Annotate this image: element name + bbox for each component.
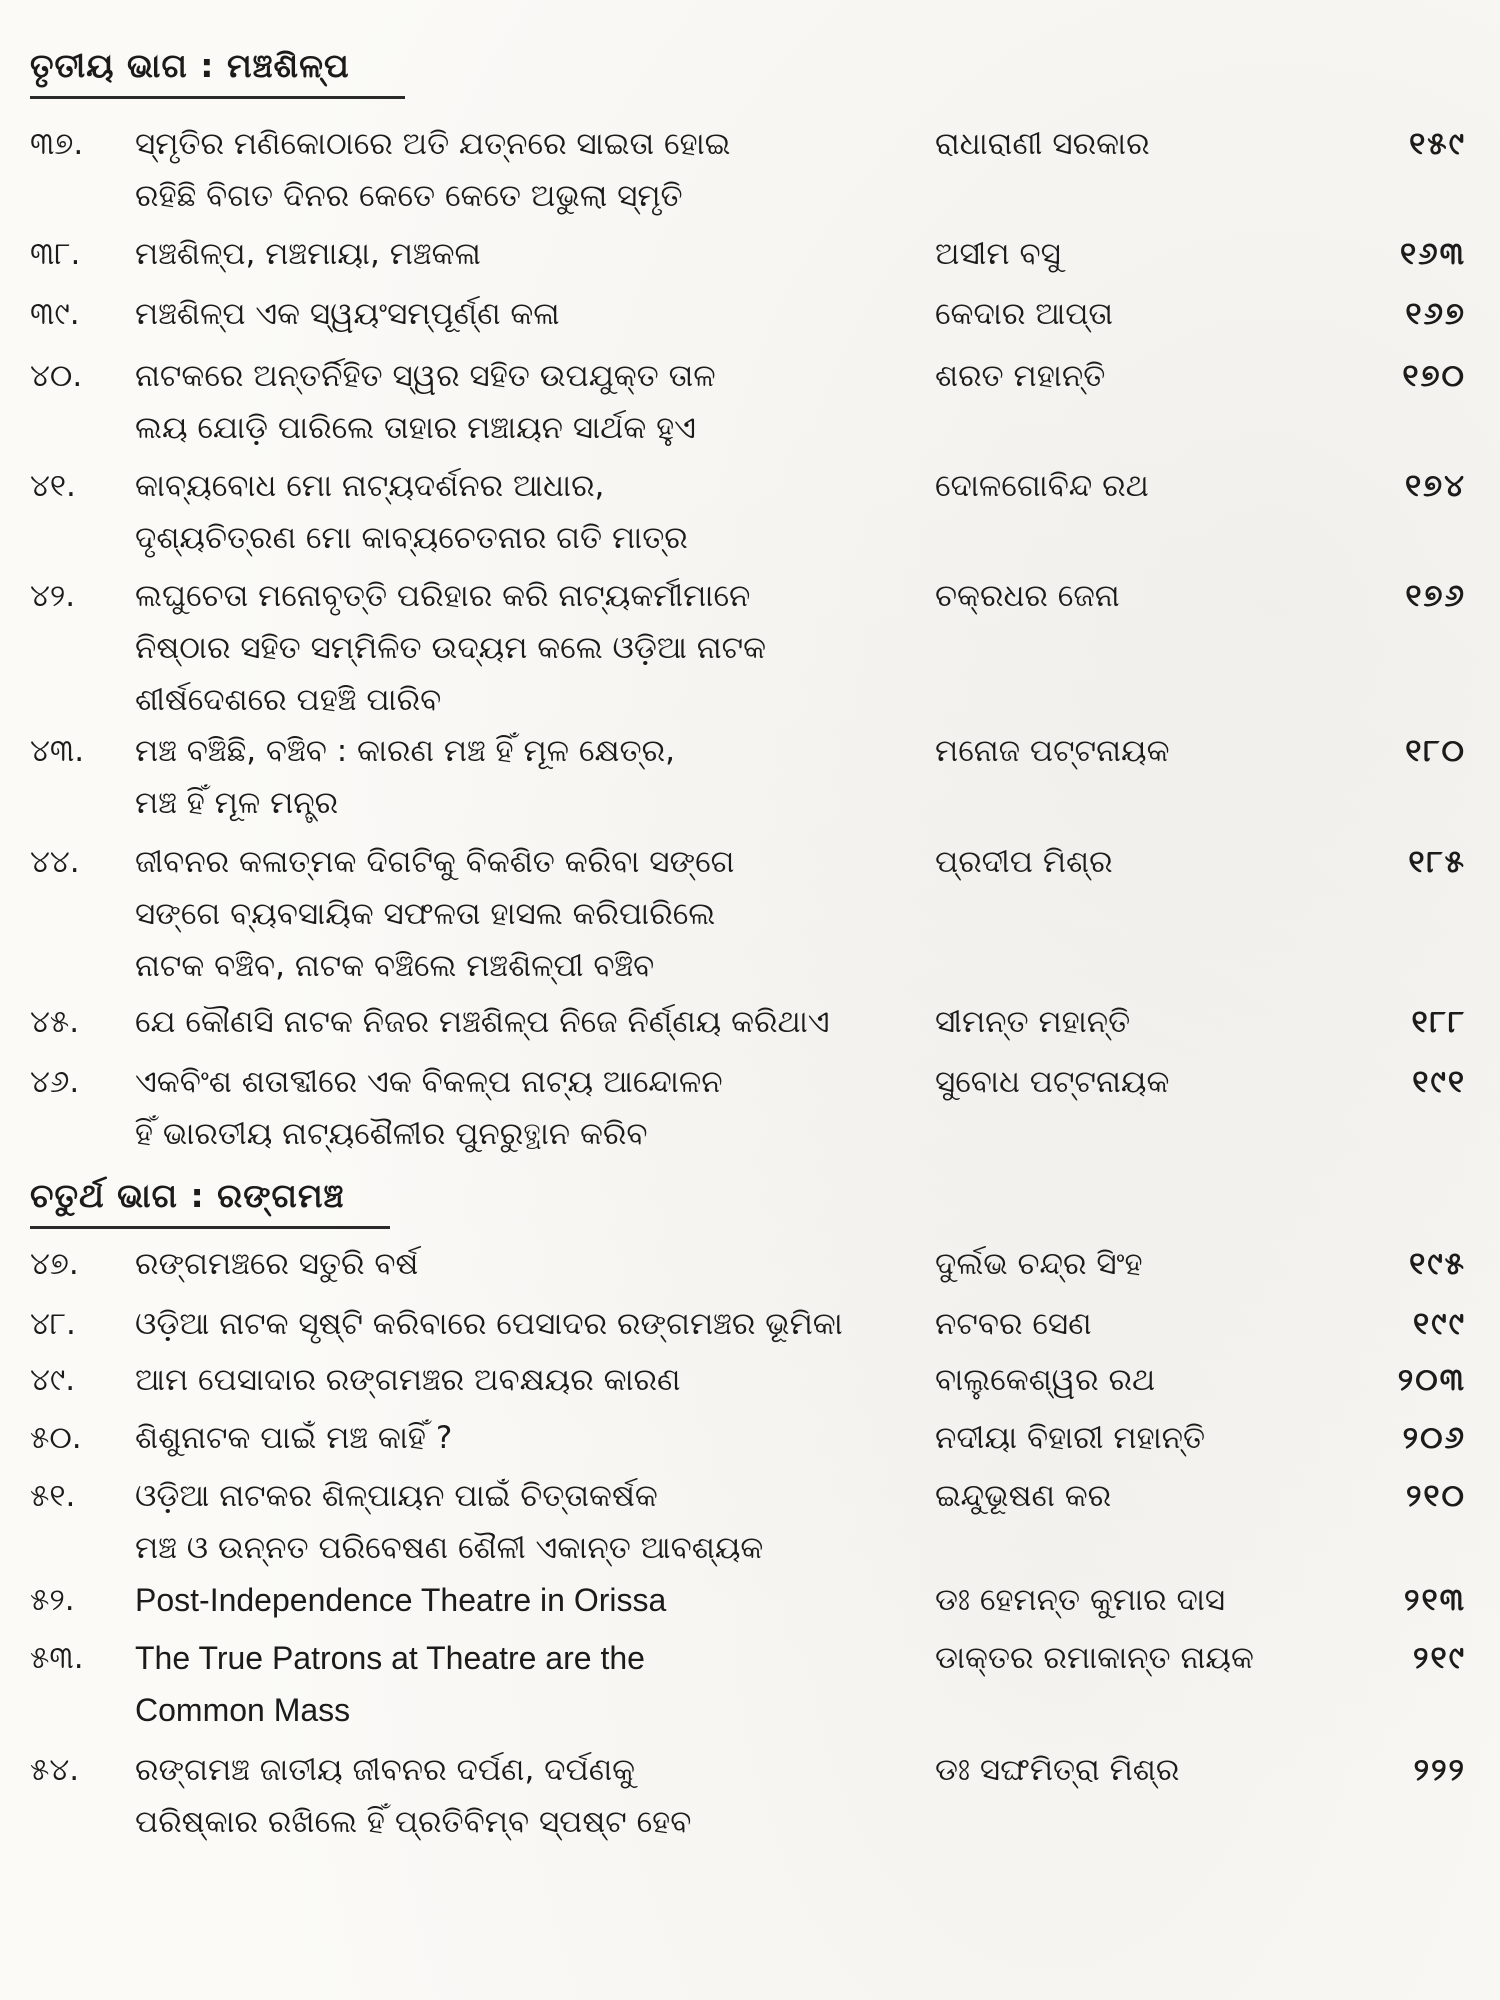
entry-number: ୩୮. xyxy=(30,236,81,272)
entry-author: ମନୋଜ ପଟ୍ଟନାୟକ xyxy=(935,733,1170,769)
entry-page-number: ୧୮୫ xyxy=(1408,844,1466,880)
entry-number: ୩୭. xyxy=(30,126,84,162)
entry-title-line: ଜୀବନର କଳାତ୍ମକ ଦିଗଟିକୁ ବିକଶିତ କରିବା ସଙ୍ଗେ xyxy=(135,844,735,880)
entry-title xyxy=(135,725,925,829)
entry-number: ୪୭. xyxy=(30,1246,79,1282)
entry-number: ୪୧. xyxy=(30,468,76,504)
entry-author: କେଦାର ଆପ୍ତା xyxy=(935,296,1114,332)
entry-page-number: ୨୧୩ xyxy=(1404,1582,1466,1618)
entry-page-number: ୨୨୨ xyxy=(1413,1752,1466,1788)
entry-title-line: ମଞ୍ଚଶିଳ୍ପ, ମଞ୍ଚମାୟା, ମଞ୍ଚକଳା xyxy=(135,236,481,272)
entry-page-number: ୧୭୬ xyxy=(1405,578,1466,614)
entry-title-line: ଏକବିଂଶ ଶତାବ୍ଦୀରେ ଏକ ବିକଳ୍ପ ନାଟ୍ୟ ଆନ୍ଦୋଳନ xyxy=(135,1064,723,1100)
entry-number: ୫୨. xyxy=(30,1582,75,1618)
entry-page-number: ୧୯୧ xyxy=(1412,1064,1466,1100)
entry-title xyxy=(135,1744,925,1848)
entry-title xyxy=(135,1056,925,1160)
entry-number: ୫୦. xyxy=(30,1420,82,1456)
entry-number: ୪୪. xyxy=(30,844,80,880)
entry-title xyxy=(135,118,925,222)
entry-title-line: The True Patrons at Theatre are the xyxy=(135,1640,645,1676)
entry-number: ୫୧. xyxy=(30,1478,76,1514)
entry-title-line: ମଞ୍ଚ ବଞ୍ଚିଛି, ବଞ୍ଚିବ : କାରଣ ମଞ୍ଚ ହିଁ ମୂଳ କ୍ଷେତ୍ର, xyxy=(135,733,675,769)
entry-author: ଡାକ୍ତର ରମାକାନ୍ତ ନାୟକ xyxy=(935,1640,1254,1676)
entry-page-number: ୧୯୫ xyxy=(1409,1246,1466,1282)
entry-page-number: ୨୧୦ xyxy=(1405,1478,1466,1514)
entry-title-line: ଆମ ପେସାଦାର ରଙ୍ଗମଞ୍ଚର ଅବକ୍ଷୟର କାରଣ xyxy=(135,1362,681,1398)
entry-title-line: ନାଟକରେ ଅନ୍ତର୍ନିହିତ ସ୍ୱର ସହିତ ଉପଯୁକ୍ତ ତାଳ xyxy=(135,358,716,394)
entry-title-line: ନିଷ୍ଠାର ସହିତ ସମ୍ମିଳିତ ଉଦ୍ୟମ କଲେ ଓଡ଼ିଆ ନାଟକ xyxy=(135,630,767,666)
entry-title-line: ନାଟକ ବଞ୍ଚିବ, ନାଟକ ବଞ୍ଚିଲେ ମଞ୍ଚଶିଳ୍ପୀ ବଞ୍ଚିବ xyxy=(135,948,655,984)
entry-author: ସୀମନ୍ତ ମହାନ୍ତି xyxy=(935,1004,1131,1040)
entry-title xyxy=(135,228,925,280)
entry-title xyxy=(135,1412,925,1464)
entry-number: ୪୬. xyxy=(30,1064,80,1100)
entry-page-number: ୧୯୯ xyxy=(1413,1306,1466,1342)
entry-author: ସୁବୋଧ ପଟ୍ଟନାୟକ xyxy=(935,1064,1170,1100)
entry-title-line: ରଙ୍ଗମଞ୍ଚରେ ସତୁରି ବର୍ଷ xyxy=(135,1246,419,1282)
entry-title-line: ହିଁ ଭାରତୀୟ ନାଟ୍ୟଶୈଳୀର ପୁନରୁତ୍ଥାନ କରିବ xyxy=(135,1116,648,1152)
entry-title-line: ଦୃଶ୍ୟଚିତ୍ରଣ ମୋ କାବ୍ୟଚେତନାର ଗତି ମାତ୍ର xyxy=(135,520,688,556)
entry-title xyxy=(135,460,925,564)
section-heading-underline xyxy=(30,1226,390,1229)
entry-author: ଦୁର୍ଲଭ ଚନ୍ଦ୍ର ସିଂହ xyxy=(935,1246,1143,1282)
entry-title-line: ମଞ୍ଚ ଓ ଉନ୍ନତ ପରିବେଷଣ ଶୈଳୀ ଏକାନ୍ତ ଆବଶ୍ୟକ xyxy=(135,1530,764,1566)
entry-page-number: ୧୫୯ xyxy=(1409,126,1466,162)
entry-author: ରାଧାରାଣୀ ସରକାର xyxy=(935,126,1150,162)
entry-title-line: ସଙ୍ଗେ ବ୍ୟବସାୟିକ ସଫଳତା ହାସଲ କରିପାରିଲେ xyxy=(135,896,716,932)
entry-number: ୪୩. xyxy=(30,733,85,769)
entry-page-number: ୧୬୭ xyxy=(1405,296,1466,332)
entry-page-number: ୧୮୮ xyxy=(1411,1004,1466,1040)
entry-author: ଡଃ ସଙ୍ଘମିତ୍ରା ମିଶ୍ର xyxy=(935,1752,1180,1788)
entry-title-line: ମଞ୍ଚଶିଳ୍ପ ଏକ ସ୍ୱୟଂସମ୍ପୂର୍ଣ୍ଣ କଳା xyxy=(135,296,560,332)
entry-page-number: ୨୧୯ xyxy=(1413,1640,1466,1676)
section-heading-underline xyxy=(30,96,405,99)
entry-title xyxy=(135,996,925,1048)
entry-title xyxy=(135,1354,925,1406)
entry-author: ପ୍ରଦୀପ ମିଶ୍ର xyxy=(935,844,1113,880)
entry-page-number: ୧୬୩ xyxy=(1400,236,1466,272)
section-heading-fourth-part: ଚତୁର୍ଥ ଭାଗ : ରଙ୍ଗମଞ୍ଚ xyxy=(30,1176,345,1215)
entry-title-line: Common Mass xyxy=(135,1692,351,1728)
entry-title-line: ଯେ କୌଣସି ନାଟକ ନିଜର ମଞ୍ଚଶିଳ୍ପ ନିଜେ ନିର୍ଣ୍ଣୟ କରିଥାଏ xyxy=(135,1004,830,1040)
entry-number: ୪୯. xyxy=(30,1362,76,1398)
entry-title-line: ମଞ୍ଚ ହିଁ ମୂଳ ମନ୍ତ୍ର xyxy=(135,785,339,821)
entry-page-number: ୧୭୪ xyxy=(1405,468,1466,504)
entry-title-line: ଓଡ଼ିଆ ନାଟକର ଶିଳ୍ପାୟନ ପାଇଁ ଚିତ୍ତାକର୍ଷକ xyxy=(135,1478,658,1514)
entry-number: ୪୮. xyxy=(30,1306,76,1342)
entry-author: ଡଃ ହେମନ୍ତ କୁମାର ଦାସ xyxy=(935,1582,1226,1618)
entry-title xyxy=(135,1238,925,1290)
entry-number: ୪୦. xyxy=(30,358,83,394)
entry-title-line: ଓଡ଼ିଆ ନାଟକ ସୃଷ୍ଟି କରିବାରେ ପେସାଦର ରଙ୍ଗମଞ୍ଚର ଭୂମିକା xyxy=(135,1306,843,1342)
entry-page-number: ୨୦୬ xyxy=(1402,1420,1466,1456)
entry-title-line: ଲୟ ଯୋଡ଼ି ପାରିଲେ ତାହାର ମଞ୍ଚାୟନ ସାର୍ଥକ ହୁଏ xyxy=(135,410,696,446)
entry-page-number: ୧୭୦ xyxy=(1402,358,1466,394)
entry-author: ଚକ୍ରଧର ଜେନା xyxy=(935,578,1120,614)
entry-title-line: ପରିଷ୍କାର ରଖିଲେ ହିଁ ପ୍ରତିବିମ୍ବ ସ୍ପଷ୍ଟ ହେବ xyxy=(135,1804,692,1840)
entry-number: ୫୪. xyxy=(30,1752,80,1788)
entry-title xyxy=(135,288,925,340)
section-heading-third-part: ତୃତୀୟ ଭାଗ : ମଞ୍ଚଶିଳ୍ପ xyxy=(30,46,350,85)
entry-title xyxy=(135,350,925,454)
entry-title xyxy=(135,1298,925,1350)
entry-page-number: ୧୮୦ xyxy=(1405,733,1466,769)
entry-title xyxy=(135,1574,925,1626)
entry-title-line: ରଙ୍ଗମଞ୍ଚ ଜାତୀୟ ଜୀବନର ଦର୍ପଣ, ଦର୍ପଣକୁ xyxy=(135,1752,636,1788)
entry-title-line: ଶୀର୍ଷଦେଶରେ ପହଞ୍ଚି ପାରିବ xyxy=(135,682,442,718)
entry-number: ୪୨. xyxy=(30,578,76,614)
entry-page-number: ୨୦୩ xyxy=(1397,1362,1466,1398)
entry-number: ୫୩. xyxy=(30,1640,84,1676)
entry-author: ନଟବର ସେଣ xyxy=(935,1306,1092,1342)
entry-number: ୪୫. xyxy=(30,1004,80,1040)
entry-title xyxy=(135,836,925,992)
entry-author: ବାଲୁକେଶ୍ୱର ରଥ xyxy=(935,1362,1156,1398)
entry-title xyxy=(135,1470,925,1574)
entry-title-line: ଲଘୁଚେତା ମନୋବୃତ୍ତି ପରିହାର କରି ନାଟ୍ୟକର୍ମୀମାନେ xyxy=(135,578,751,614)
entry-title-line: ଶିଶୁନାଟକ ପାଇଁ ମଞ୍ଚ କାହିଁ ? xyxy=(135,1420,453,1456)
entry-author: ଦୋଳଗୋବିନ୍ଦ ରଥ xyxy=(935,468,1149,504)
entry-author: ଶରତ ମହାନ୍ତି xyxy=(935,358,1106,394)
entry-author: ଅସୀମ ବସୁ xyxy=(935,236,1061,272)
entry-title xyxy=(135,1632,925,1736)
entry-author: ଇନ୍ଦୁଭୂଷଣ କର xyxy=(935,1478,1112,1514)
entry-title-line: ରହିଛି ବିଗତ ଦିନର କେତେ କେତେ ଅଭୁଲା ସ୍ମୃତି xyxy=(135,178,683,214)
entry-number: ୩୯. xyxy=(30,296,80,332)
entry-title xyxy=(135,570,925,726)
entry-title-line: Post-Independence Theatre in Orissa xyxy=(135,1582,667,1618)
entry-author: ନଦୀୟା ବିହାରୀ ମହାନ୍ତି xyxy=(935,1420,1206,1456)
entry-title-line: କାବ୍ୟବୋଧ ମୋ ନାଟ୍ୟଦର୍ଶନର ଆଧାର, xyxy=(135,468,605,504)
entry-title-line: ସ୍ମୃତିର ମଣିକୋଠାରେ ଅତି ଯତ୍ନରେ ସାଇତା ହୋଇ xyxy=(135,126,731,162)
